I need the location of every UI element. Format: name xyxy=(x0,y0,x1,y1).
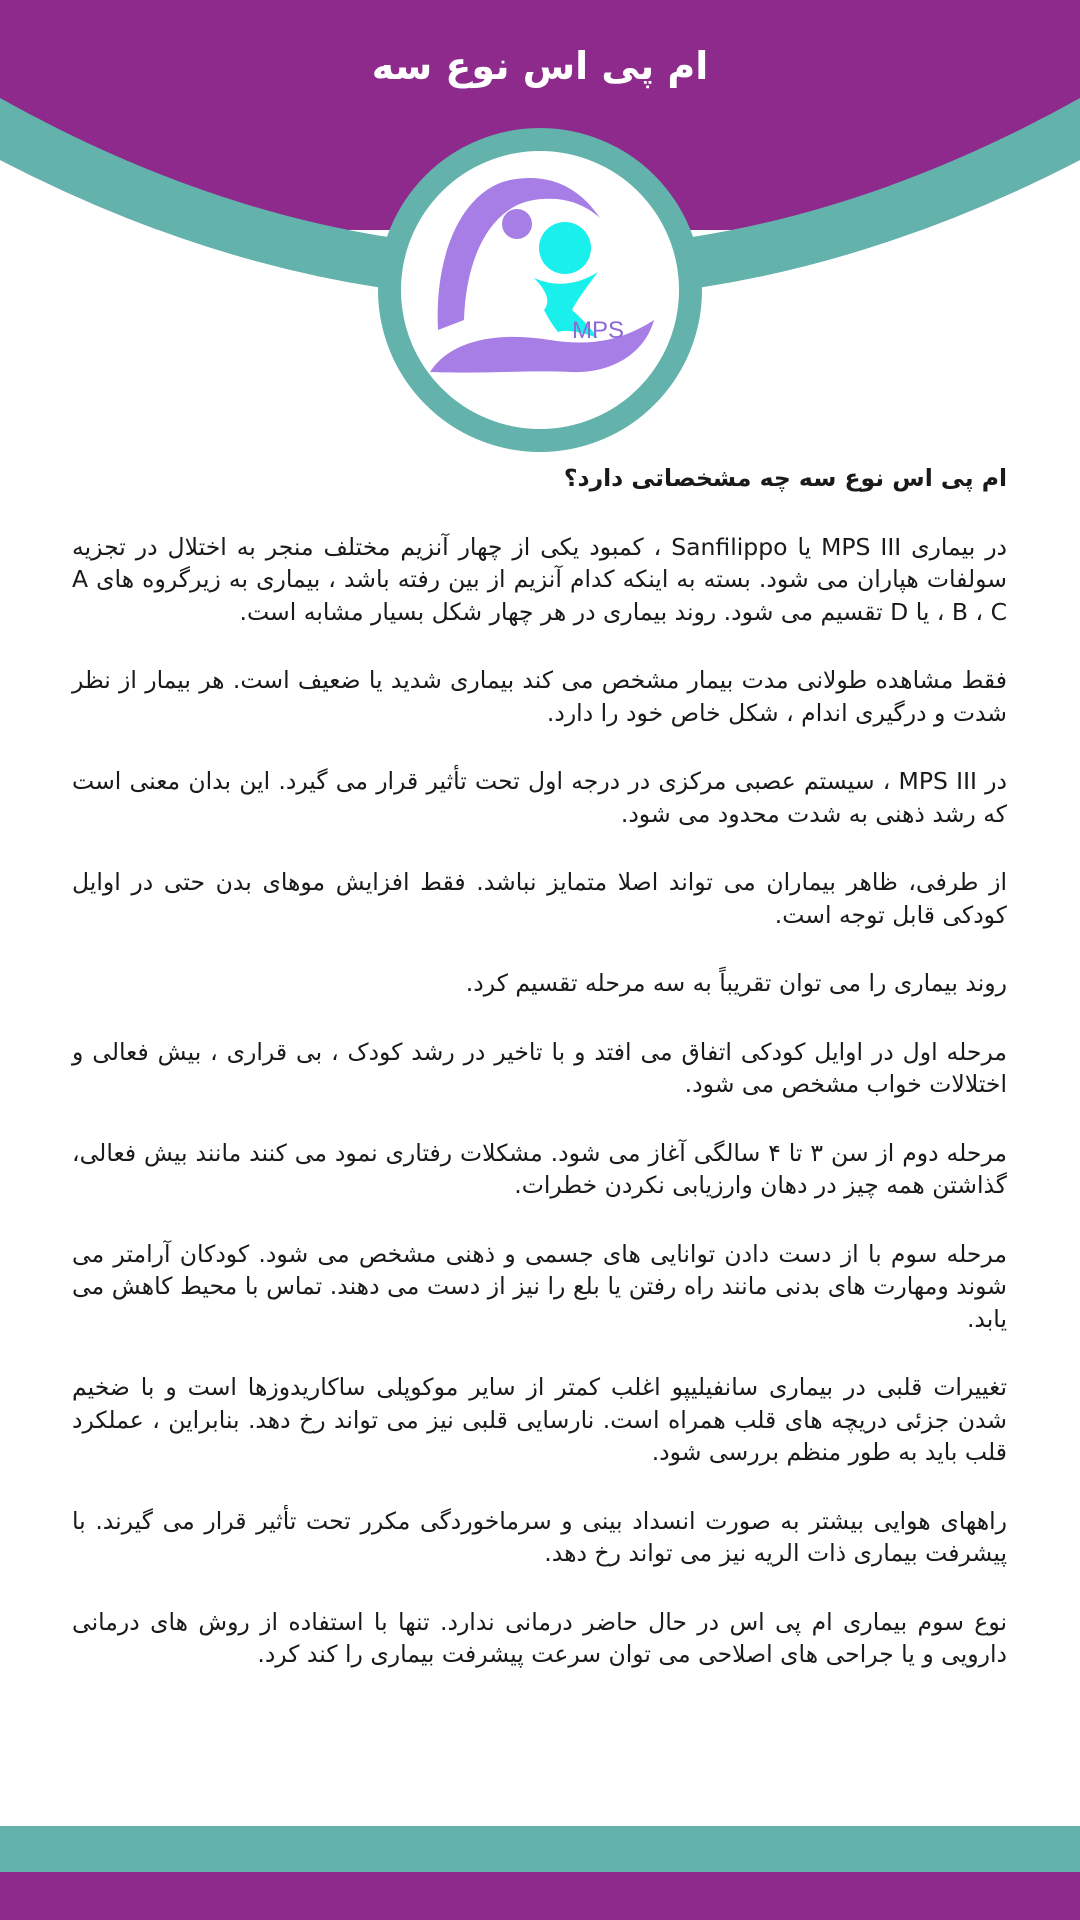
paragraph-severity: فقط مشاهده طولانی مدت بیمار مشخص می کند بیماری شدید یا ضعیف است. هر بیمار از نظر شدت و درگیری اندام ، شکل خاص خود را دارد. xyxy=(72,666,1007,727)
logo-small-head xyxy=(502,209,532,239)
page-title: ام پی اس نوع سه xyxy=(371,44,709,88)
paragraph-heart: تغییرات قلبی در بیماری سانفیلیپو اغلب کمتر از سایر موکوپلی ساکاریدوزها است و با ضخیم شدن جزئی دریچه های قلب همراه است. نارسایی قلبی نیز می تواند رخ دهد. بنابراین ، عملکرد قلب باید به طور منظم بررسی شود. xyxy=(72,1373,1007,1466)
logo-child-head xyxy=(539,222,591,274)
paragraph-intro: در بیماری MPS III یا Sanfilippo ، کمبود یکی از چهار آنزیم مختلف منجر به اختلال در تجزیه سولفات هپاران می شود. بسته به اینکه کدام آنزیم از بین رفته باشد ، بیماری به زیرگروه های A ، B ، C یا D تقسیم می شود. روند بیماری در هر چهار شکل بسیار مشابه است. xyxy=(72,532,1008,626)
mps-logo-icon xyxy=(382,160,698,420)
paragraph-stage-one: مرحله اول در اوایل کودکی اتفاق می افتد و با تاخیر در رشد کودک ، بی قراری ، بیش فعالی و اختلالات خواب مشخص می شود. xyxy=(72,1037,1007,1098)
paragraph-stage-three: مرحله سوم با از دست دادن توانایی های جسمی و ذهنی مشخص می شود. کودکان آرامتر می شوند ومهارت های بدنی مانند راه رفتن یا بلع را نیز از دست می دهند. تماس با محیط کاهش می یابد. xyxy=(72,1239,1007,1333)
paragraph-stage-two: مرحله دوم از سن ۳ تا ۴ سالگی آغاز می شود. مشکلات رفتاری نمود می کنند مانند بیش فعالی، گذاشتن همه چیز در دهان وارزیابی نکردن خطرات. xyxy=(72,1138,1008,1199)
section-question: ام پی اس نوع سه چه مشخصاتی دارد؟ xyxy=(563,464,1007,492)
footer-teal-band xyxy=(0,1826,1080,1872)
footer-purple-band xyxy=(0,1872,1080,1920)
logo-text: MPS xyxy=(571,317,625,344)
article-body xyxy=(72,462,1007,1707)
paragraph-nervous-system: در MPS III ، سیستم عصبی مرکزی در درجه اول تحت تأثیر قرار می گیرد. این بدان معنی است که رشد ذهنی به شدت محدود می شود. xyxy=(72,767,1007,828)
paragraph-stages-intro: روند بیماری را می توان تقریباً به سه مرحله تقسیم کرد. xyxy=(465,969,1007,997)
paragraph-appearance: از طرفی، ظاهر بیماران می تواند اصلا متمایز نباشد. فقط افزایش موهای بدن حتی در اوایل کودکی قابل توجه است. xyxy=(72,868,1007,929)
paragraph-airways: راههای هوایی بیشتر به صورت انسداد بینی و سرماخوردگی مکرر تحت تأثیر قرار می گیرند. با پیشرفت بیماری ذات الریه نیز می تواند رخ دهد. xyxy=(72,1506,1007,1567)
paragraph-treatment: نوع سوم بیماری ام پی اس در حال حاضر درمانی ندارد. تنها با استفاده از روش های درمانی دارویی و یا جراحی های اصلاحی می توان سرعت پیشرفت بیماری را کند کرد. xyxy=(72,1607,1007,1668)
